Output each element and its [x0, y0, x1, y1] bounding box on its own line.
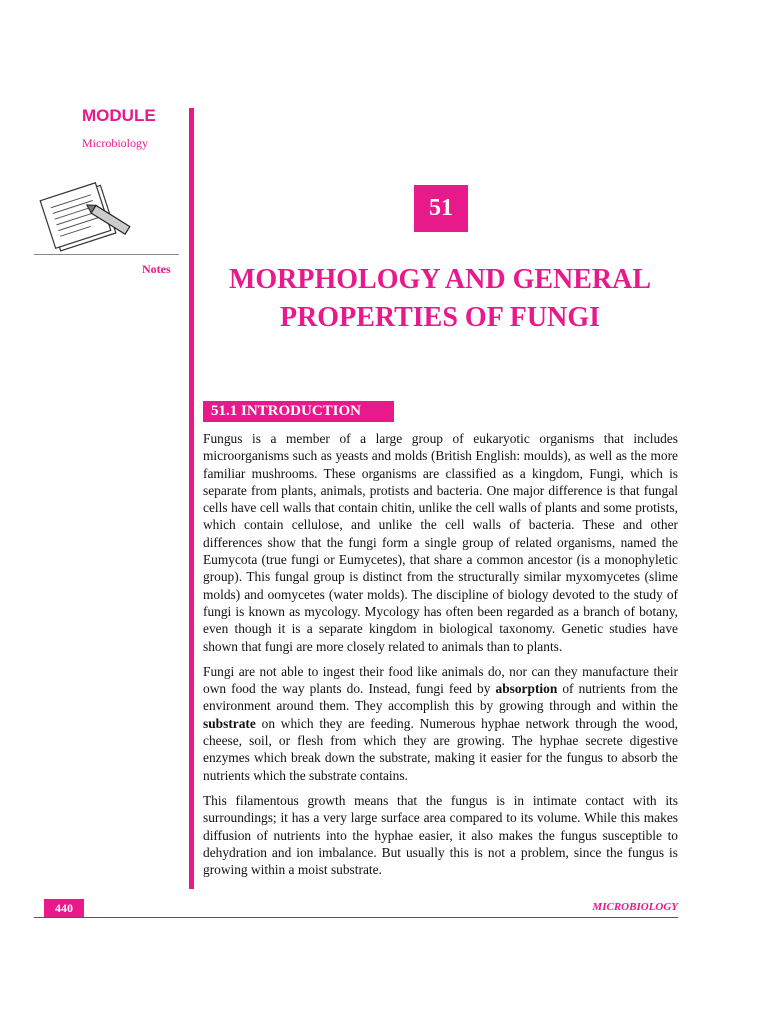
notes-divider: [34, 254, 179, 255]
chapter-title: [204, 261, 676, 337]
paragraph-2-part-e: on which they are feeding. Numerous hyphae network through the wood, cheese, soil, or flesh from which they are growing. The hyphae secrete digestive enzymes which break down the substrate, making it easier for the fungus to absorb the nutrients which the substrate contains.: [203, 715, 678, 783]
notes-label: Notes: [142, 262, 171, 276]
chapter-title-line-2: PROPERTIES OF FUNGI: [279, 302, 600, 333]
term-absorption: absorption: [495, 681, 558, 697]
page-number: 440: [44, 899, 84, 917]
body-text: [203, 430, 678, 886]
paragraph-2-part-c: of nutrients from the environment around them. They accomplish this by growing through and within the: [203, 681, 678, 714]
margin-bar: [189, 108, 194, 889]
subject-label: Microbiology: [82, 136, 148, 150]
term-substrate: substrate: [203, 715, 256, 731]
footer-rule: [34, 917, 678, 918]
paragraph-2-part-a: Fungi are not able to ingest their food like animals do, nor can they manufacture their own food the way plants do. Instead, fungi feed by: [203, 663, 678, 697]
paragraph-2: [203, 663, 678, 784]
footer-label: MICROBIOLOGY: [592, 901, 678, 913]
module-label: MODULE: [82, 106, 156, 125]
paragraph-3: This filamentous growth means that the fungus is in intimate contact with its surroundings; it has a very large surface area compared to its volume. While this makes diffusion of nutrients into the hyphae easier, it also makes the fungus susceptible to dehydration and ion imbalance. But usually this is not a problem, since the fungus is growing within a moist substrate.: [203, 792, 678, 878]
paragraph-1: Fungus is a member of a large group of eukaryotic organisms that includes microorganisms such as yeasts and molds (British English: moulds), as well as the more familiar mushrooms. These organisms are classified as a kingdom, Fungi, which is separate from plants, animals, protists and bacteria. One major difference is that fungal cells have cell walls that contain chitin, unlike the cell walls of plants and some protists, which contain cellulose, and unlike the cell walls of bacteria. These and other differences show that the fungi form a single group of related organisms, named the Eumycota (true fungi or Eumycetes), that share a common ancestor (is a monophyletic group). This fungal group is distinct from the structurally similar myxomycetes (slime molds) and oomycetes (water molds). The discipline of biology devoted to the study of fungi is known as mycology. Mycology has often been regarded as a branch of botany, even though it is a separate kingdom in biological taxonomy. Genetic studies have shown that fungi are more closely related to animals than to plants.: [203, 431, 678, 654]
section-heading: 51.1 INTRODUCTION: [203, 401, 394, 422]
chapter-title-line-1: MORPHOLOGY AND GENERAL: [228, 264, 652, 295]
chapter-number: 51: [414, 185, 468, 232]
notes-pencil-icon: [38, 180, 138, 257]
